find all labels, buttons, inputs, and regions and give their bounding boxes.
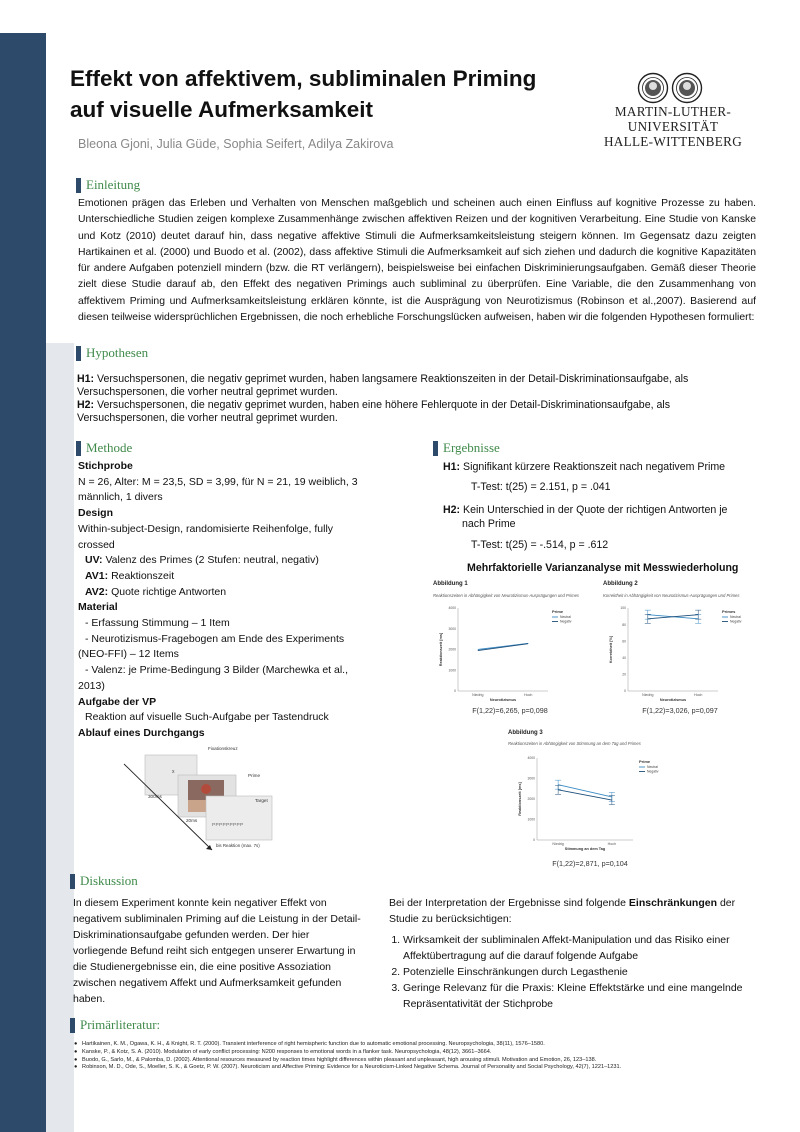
y-tick-label: 3000 (527, 776, 535, 781)
university-seal-icon (636, 72, 704, 104)
legend-title: Prime (552, 609, 564, 614)
erg-h1-label: H1: (443, 461, 461, 473)
stichprobe-head: Stichprobe (78, 460, 133, 472)
y-tick-label: 80 (622, 622, 626, 627)
chart-3-subtitle: Reaktionszeiten in Abhängigkeit von Stimmung an dem Tag und Primes (508, 741, 641, 746)
limitations (389, 895, 764, 1012)
section-marker (70, 874, 75, 889)
y-tick-label: 4000 (448, 606, 456, 611)
prime-label: Prime (248, 773, 260, 778)
chart-3-title: Abbildung 3 (508, 730, 543, 736)
diskussion-heading-text: Diskussion (80, 873, 138, 888)
x-tick-label: Niedrig (642, 693, 654, 697)
section-marker (76, 178, 81, 193)
limitations-list (389, 932, 764, 1012)
x-tick-label: Hoch (524, 693, 533, 697)
section-marker (76, 441, 81, 456)
section-marker (433, 441, 438, 456)
limitation-item: 3. Geringe Relevanz für die Praxis: Kleine Effektstärke und eine mangelnde Repräsentativität der Stichprobe (403, 980, 764, 1012)
fixation-cross: x (172, 769, 175, 775)
x-axis-label: Stimmung an dem Tag (564, 847, 606, 851)
hypothesen-heading (76, 345, 148, 361)
legend-entry: Negativ (560, 619, 572, 624)
erg-h2-label: H2: (443, 504, 461, 516)
chart-3 (505, 728, 675, 870)
chart-1-stat: F(1,22)=6,265, p=0,098 (472, 706, 548, 715)
reference-item: ● Hartikainen, K. M., Ogawa, K. H., & Knight, R. T. (2000). Transient interference of right hemispheric function due to automatic emotional processing. Neuropsychologia, 38(11), 1576–1580. (74, 1041, 545, 1047)
hypothesis-1 (77, 373, 737, 399)
section-marker (76, 346, 81, 361)
erg-h1-text: Signifikant kürzere Reaktionszeit nach negativem Prime (463, 461, 726, 473)
legend-entry: Neutral (560, 615, 571, 620)
erg-h2-test: T-Test: t(25) = -.514, p = .612 (471, 539, 609, 551)
reference-text: Robinson, M. D., Ode, S., Moeller, S. K., & Goetz, P. W. (2007). Neuroticism and Affective Priming: Evidence for a Neuroticism-Linked Negative Schema. Journal of Personality and Social Psychology, 42(7), 1221–1231. (82, 1064, 622, 1071)
limitations-intro-1: Bei der Interpretation der Ergebnisse sind folgende (389, 897, 626, 909)
limitations-intro-2: der Studie zu berücksichtigen: (389, 897, 736, 925)
h2-text: Versuchspersonen, die negativ geprimet wurden, haben eine höhere Fehlerquote in der Detail-Diskriminationsaufgabe, als Versuchspersonen, die vorher neutral geprimet wurden. (77, 399, 671, 424)
material-1: - Erfassung Stimmung – 1 Item (85, 617, 230, 630)
design-line-2: crossed (78, 538, 115, 551)
target-label: Target (255, 798, 268, 803)
legend-title: Prime (639, 759, 651, 764)
x-tick-label: Niedrig (552, 842, 564, 846)
x-tick-label: Niedrig (472, 693, 484, 697)
y-tick-label: 3000 (448, 626, 456, 631)
av1-label: AV1: (85, 569, 109, 582)
material-3-line-1: - Valenz: je Prime-Bedingung 3 Bilder (Marchewka et al., (85, 664, 349, 677)
y-axis-label: Reaktionszeit [ms] (439, 632, 443, 667)
y-tick-label: 4000 (527, 756, 535, 761)
time-300ms: 300ms (148, 794, 162, 799)
limitation-item: 2. Potenzielle Einschränkungen durch Legasthenie (403, 964, 764, 980)
y-tick-label: 20 (622, 672, 626, 677)
series-line (478, 643, 528, 649)
aufgabe-text: Reaktion auf visuelle Such-Aufgabe per Tastendruck (85, 711, 329, 724)
stichprobe-line-1: N = 26, Alter: M = 23,5, SD = 3,99, für N = 21, 19 weiblich, 3 (78, 475, 358, 488)
limitations-intro (389, 895, 764, 927)
y-axis-label: Korrektheit [%] (609, 635, 613, 664)
chart-1 (430, 578, 590, 718)
av2-line (78, 585, 388, 601)
av2-label: AV2: (85, 585, 109, 598)
x-tick-label: Hoch (694, 693, 703, 697)
y-tick-label: 2000 (448, 647, 456, 652)
title-line-1: Effekt von affektivem, subliminalen Priming (70, 66, 537, 91)
university-line-1: MARTIN-LUTHER-UNIVERSITÄT (614, 104, 732, 134)
y-tick-label: 0 (533, 838, 535, 843)
title-line-2: auf visuelle Aufmerksamkeit (70, 97, 374, 122)
av1-line (78, 569, 388, 585)
authors: Bleona Gjoni, Julia Güde, Sophia Seifert, Adilya Zakirova (78, 137, 394, 151)
diskussion-text: In diesem Experiment konnte kein negativer Effekt von negativem subliminalen Priming auf die Leistung in der Detail-Diskriminationsaufgabe gefunden werden. Der hier vorliegende Befund reiht sich entgegen unserer Erwartung in die Studienergebnisse ein, die eine positive Assoziation zwischen negativem Affekt und Aufmerksamkeit gefunden haben. (73, 897, 361, 1005)
chart-1-plot (430, 578, 590, 718)
uv-text: Valenz des Primes (2 Stufen: neutral, negativ) (105, 554, 319, 567)
sidebar-dark (0, 33, 46, 1132)
poster-title (70, 63, 550, 125)
ergebnis-h2 (443, 503, 763, 531)
h1-text: Versuchspersonen, die negativ geprimet wurden, haben langsamere Reaktionszeiten in der Detail-Diskriminationsaufgabe, als Versuchspersonen, die vorher neutral geprimet wurden. (77, 373, 689, 398)
material-2-line-1: - Neurotizismus-Fragebogen am Ende des Experiments (85, 632, 345, 645)
chart-1-subtitle: Reaktionszeiten in Abhängigkeit von Neurotizismus-Ausprägungen und Primes (433, 593, 580, 598)
av2-text: Quote richtige Antworten (111, 585, 227, 598)
hypothesis-2 (77, 399, 737, 425)
hypothesen-heading-text: Hypothesen (86, 345, 149, 360)
limitation-item: 1. Wirksamkeit der subliminalen Affekt-Manipulation und das Risiko einer Affektübertragung auf die darauf folgende Aufgabe (403, 932, 764, 964)
reference-text: Buodo, G., Sarlo, M., & Palomba, D. (2002). Attentional resources measured by reaction times highlight differences within pleasant and unpleasant, high arousing stimuli. Motivation and Emotion, 26, 123–138. (82, 1056, 597, 1063)
x-axis-label: Neurotizismus (659, 698, 687, 702)
erg-h1-test: T-Test: t(25) = 2.151, p = .041 (471, 481, 611, 493)
literatur-heading (70, 1017, 160, 1033)
chart-2-title: Abbildung 2 (603, 581, 638, 587)
aufgabe-head: Aufgabe der VP (78, 695, 157, 708)
limitations-intro-bold: Einschränkungen (628, 897, 718, 909)
time-20ms: 20ms (186, 818, 198, 823)
y-tick-label: 1000 (527, 817, 535, 822)
chart-2 (600, 578, 760, 718)
anova-title: Mehrfaktorielle Varianzanalyse mit Messwiederholung (467, 562, 739, 574)
series-line (478, 644, 528, 651)
reference-item: ● Buodo, G., Sarlo, M., & Palomba, D. (2002). Attentional resources measured by reaction times highlight differences within pleasant and unpleasant, high arousing stimuli. Motivation and Emotion, 26, 123–138. (74, 1056, 597, 1063)
y-tick-label: 40 (622, 656, 626, 660)
chart-2-subtitle: Korrektheit in Abhängigkeit von Neurotizismus-Ausprägungen und Primes (603, 593, 740, 598)
ergebnisse-heading-text: Ergebnisse (443, 440, 500, 455)
x-tick-label: Hoch (607, 842, 617, 846)
uv-line (78, 553, 388, 569)
legend-title: Primes (722, 609, 736, 614)
reference-item: ● Kanske, P., & Kotz, S. A. (2010). Modulation of early conflict processing: N200 responses to emotional words in a flanker task. Neuropsychologia, 48(12), 3661–3664. (74, 1048, 492, 1055)
target-stimulus: PPPPPPPPP (212, 823, 244, 828)
av1-text: Reaktionszeit (111, 569, 175, 582)
ergebnisse-heading (433, 440, 500, 456)
erg-h2-text-1: Kein Unterschied in der Quote der richtigen Antworten je (463, 504, 728, 516)
response-label: bis Reaktion (max. 7s) (216, 843, 260, 848)
reference-text: Kanske, P., & Kotz, S. A. (2010). Modulation of early conflict processing: N200 responses to emotional words in a flanker task. Neuropsychologia, 48(12), 3661–3664. (82, 1048, 492, 1055)
stichprobe-line-2: männlich, 1 divers (78, 491, 163, 504)
methode-heading (76, 440, 132, 456)
y-axis-label: Reaktionszeit [ms] (518, 782, 522, 816)
y-tick-label: 0 (454, 689, 456, 694)
sidebar-light (46, 343, 74, 1132)
einleitung-heading (76, 177, 140, 193)
section-marker (70, 1018, 75, 1033)
reference-item: ● Robinson, M. D., Ode, S., Moeller, S. K., & Goetz, P. W. (2007). Neuroticism and Affective Priming: Evidence for a Neuroticism-Linked Negative Schema. Journal of Personality and Social Psychology, 42(7), 1221–1231. (74, 1064, 622, 1071)
university-line-2: HALLE-WITTENBERG (603, 134, 743, 149)
reference-list (74, 1041, 774, 1072)
material-3-line-2: 2013) (78, 679, 105, 692)
chart-1-title: Abbildung 1 (433, 581, 468, 587)
y-tick-label: 0 (624, 689, 626, 694)
diskussion-heading (70, 873, 138, 889)
trial-procedure-figure (120, 742, 300, 862)
uv-label: UV: (85, 554, 103, 567)
h2-label: H2: (77, 399, 95, 411)
x-axis-label: Neurotizismus (489, 698, 517, 702)
chart-3-stat: F(1,22)=2,871, p=0,104 (552, 859, 628, 868)
y-tick-label: 2000 (527, 797, 535, 802)
chart-3-plot (505, 728, 675, 870)
y-tick-label: 1000 (448, 668, 456, 673)
material-head: Material (78, 601, 118, 614)
design-head: Design (78, 507, 114, 520)
fixation-label: Fixationskreuz (208, 746, 238, 751)
chart-2-plot (600, 578, 760, 718)
chart-2-stat: F(1,22)=3,026, p=0,097 (642, 706, 718, 715)
einleitung-heading-text: Einleitung (86, 177, 141, 192)
y-tick-label: 60 (622, 639, 626, 644)
h1-label: H1: (77, 373, 95, 385)
erg-h2-line-1 (443, 503, 763, 517)
methode-heading-text: Methode (86, 440, 133, 455)
legend-entry: Negativ (730, 619, 742, 624)
reference-text: Hartikainen, K. M., Ogawa, K. H., & Knight, R. T. (2000). Transient interference of right hemispheric function due to automatic emotional processing. Neuropsychologia, 38(11), 1576–1580. (82, 1041, 545, 1047)
legend-entry: Neutral (647, 765, 658, 770)
legend-entry: Negativ (647, 769, 659, 774)
university-name (578, 104, 768, 149)
legend-entry: Neutral (730, 615, 741, 620)
methode-content (78, 459, 388, 742)
erg-h2-text-2: nach Prime (462, 518, 516, 530)
literatur-heading-text: Primärliteratur: (80, 1017, 161, 1032)
ablauf-head: Ablauf eines Durchgangs (78, 726, 205, 739)
material-2-line-2: (NEO-FFI) – 12 Items (78, 648, 179, 661)
einleitung-text: Emotionen prägen das Erleben und Verhalten von Menschen maßgeblich und scheinen auch einen Einfluss auf kognitive Prozesse zu haben. Unterschiedliche Studien zeigen komplexe Zusammenhänge zwischen affektiven Reizen und der kognitiven Verarbeitung. Eine Studie von Kanske und Kotz (2010) deutet darauf hin, dass negative affektive Stimuli die Aufmerksamkeitsleistung steigern können. Im Gegensatz dazu zeigten Hartikainen et al. (2000) und Buodo et al. (2002), dass affektive Stimuli die Aufmerksamkeit auf sich ziehen und dadurch die kognitive Kapazitäten für andere Aufgaben potenziell mindern (bzw. die RT verlängern), beispielsweise bei einfachen Diskriminierungsaufgaben. Gemäß dieser Theorie zielt diese Studie darauf ab, den Effekt des negativen Primings auch subliminal zu überprüfen. Eine Variable, die den Zusammenhang von affektivem Priming und Aufmerksamkeitsleistung erklären könnte, ist die Ausprägung von Neurotizismus (Robinson et al.,2007). Basierend auf diesen teilweise widersprüchlichen Ergebnissen, die noch erhebliche Forschungslücken aufweisen, haben wir die folgenden Hypothesen formuliert: (78, 198, 756, 324)
ergebnis-h1 (443, 460, 763, 474)
y-tick-label: 100 (620, 606, 626, 611)
design-line-1: Within-subject-Design, randomisierte Reihenfolge, fully (78, 522, 334, 535)
